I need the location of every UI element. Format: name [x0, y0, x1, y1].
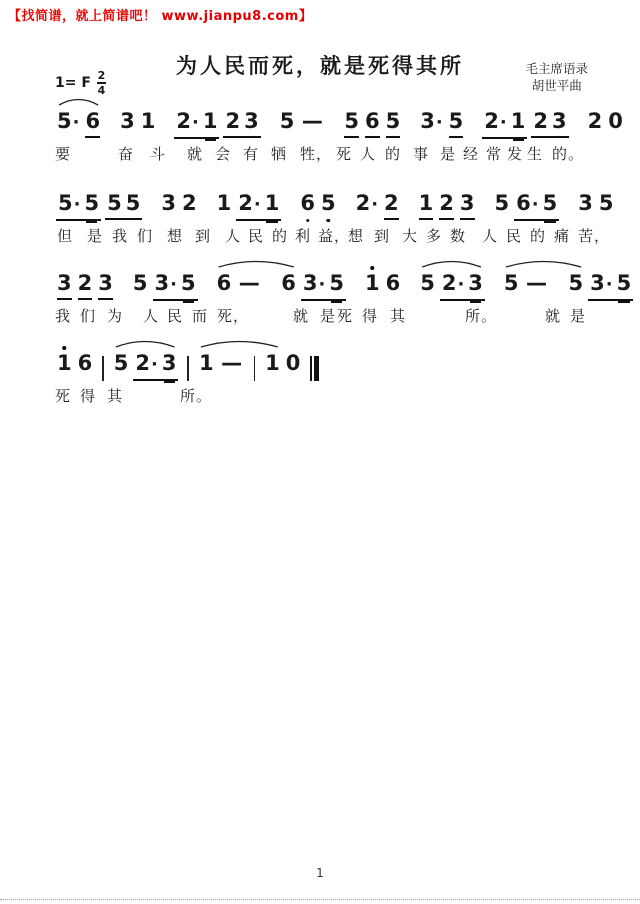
second-underline: [544, 221, 555, 223]
note: 2·: [238, 191, 261, 215]
note: 5: [344, 108, 359, 138]
measure: [562, 270, 640, 301]
page-number: 1: [316, 866, 324, 880]
augmentation-dot: ·: [170, 274, 177, 295]
note: 6: [281, 271, 296, 295]
beamed-group: [482, 108, 527, 139]
note: 2: [78, 270, 93, 300]
note: 5: [132, 271, 148, 295]
lyrics-row: [50, 385, 620, 407]
note: 6: [365, 108, 380, 138]
measure: [126, 270, 204, 301]
beamed-group: [153, 270, 198, 301]
augmentation-dot: ·: [72, 112, 80, 133]
lyric-syllable: ，: [233, 306, 249, 325]
second-underline: [331, 301, 342, 303]
dash-note: —: [301, 109, 323, 133]
octave-dot-down: [327, 219, 331, 223]
note: 6: [300, 190, 315, 216]
measure: [488, 190, 566, 221]
note: 3: [161, 191, 176, 215]
rest-note: 0: [608, 109, 623, 133]
note: 2: [533, 109, 548, 133]
lyric-syllable: 是: [570, 306, 586, 325]
note: 5: [279, 109, 295, 133]
lyric-syllable: 所: [465, 306, 481, 325]
lyric-syllable: 想: [167, 226, 183, 245]
augmentation-dot: ·: [371, 194, 379, 215]
note: 3·: [420, 109, 443, 133]
lyric-syllable: 生: [527, 144, 543, 163]
lyric-syllable: 。: [568, 144, 584, 163]
note: 2·: [135, 351, 158, 375]
note: 5: [420, 271, 435, 295]
note: 3·: [154, 271, 177, 295]
lyric-syllable: 。: [196, 386, 212, 405]
measure: [476, 108, 574, 139]
slur-arc: [59, 100, 98, 106]
lyric-syllable: 想: [348, 226, 364, 245]
lyric-syllable: 我: [55, 306, 71, 325]
lyric-syllable: 是: [440, 144, 456, 163]
measure: [274, 270, 352, 301]
second-underline: [266, 221, 277, 223]
lyric-syllable: 多: [426, 226, 442, 245]
note: 2: [384, 190, 399, 220]
octave-dot-up: [371, 266, 375, 270]
measure: [293, 190, 342, 216]
music-line: [50, 250, 632, 327]
final-barline-thick: [314, 356, 319, 381]
note: 1: [365, 270, 380, 296]
note: 3: [57, 270, 72, 300]
note: 5: [329, 270, 344, 296]
slur-arc: [201, 342, 278, 348]
dash-note: —: [238, 271, 260, 295]
lyric-syllable: 发: [507, 144, 523, 163]
barline: [254, 356, 256, 381]
lyric-syllable: 民: [506, 226, 522, 245]
augmentation-dot: ·: [253, 194, 261, 215]
lyric-syllable: 是: [320, 306, 336, 325]
note: 2·: [176, 109, 199, 133]
lyric-syllable: 死: [55, 386, 71, 405]
lyric-syllable: 人: [225, 226, 241, 245]
measure: [192, 350, 251, 376]
lyric-syllable: ，: [594, 226, 610, 245]
lyric-syllable: 利: [295, 226, 311, 245]
lyric-syllable: 的: [385, 144, 401, 163]
measure: [210, 270, 269, 296]
augmentation-dot: ·: [605, 274, 613, 295]
note: 5: [125, 191, 141, 215]
note: 3·: [302, 271, 326, 295]
beamed-group: [56, 190, 101, 221]
second-underline: [205, 139, 216, 141]
measure: [50, 190, 148, 221]
second-underline: [513, 139, 524, 141]
lyric-syllable: 就: [187, 144, 203, 163]
beamed-group: [588, 270, 633, 301]
note: 3: [468, 270, 483, 296]
lyric-syllable: 牲: [300, 144, 316, 163]
lyric-syllable: 我: [112, 226, 128, 245]
barline: [187, 356, 189, 381]
lyric-syllable: 益: [318, 226, 334, 245]
note: 3: [578, 191, 593, 215]
lyric-syllable: 其: [390, 306, 406, 325]
notation-row: [50, 270, 632, 301]
lyric-syllable: 数: [450, 226, 466, 245]
measure: [413, 270, 491, 301]
beamed-group: [133, 350, 178, 381]
note: 3: [552, 109, 567, 133]
measure: [113, 108, 162, 134]
lyric-syllable: 为: [107, 306, 123, 325]
measure: [154, 190, 203, 216]
music-line: [50, 170, 620, 247]
lyric-syllable: 死: [337, 306, 353, 325]
note: 1: [140, 109, 156, 133]
lyric-syllable: 死: [336, 144, 352, 163]
augmentation-dot: ·: [318, 274, 326, 295]
measure: [337, 108, 407, 138]
measure: [210, 190, 288, 221]
song-title: 为人民而死，就是死得其所: [176, 54, 464, 79]
note: 1: [203, 108, 218, 134]
lyric-syllable: 苦: [578, 226, 594, 245]
measure: [273, 108, 332, 134]
final-barline: [310, 356, 319, 381]
second-underline: [618, 301, 629, 303]
lyric-syllable: 要: [55, 144, 71, 163]
note: 1: [216, 191, 232, 215]
music-line: [50, 88, 623, 165]
note: 5: [543, 190, 558, 216]
bottom-dotted-rule: [0, 899, 640, 900]
lyric-syllable: 们: [80, 306, 96, 325]
slur-arc: [506, 262, 581, 268]
lyric-syllable: ，: [316, 144, 332, 163]
final-barline-thin: [310, 356, 312, 381]
lyric-syllable: 得: [80, 386, 96, 405]
music-line: [50, 330, 620, 407]
note: 1: [265, 351, 280, 375]
measure: [412, 190, 482, 220]
lyric-syllable: 是: [87, 226, 103, 245]
lyric-syllable: 人: [143, 306, 159, 325]
lyric-syllable: 们: [137, 226, 153, 245]
lyric-syllable: 奋: [118, 144, 134, 163]
lyric-syllable: 事: [413, 144, 429, 163]
note: 1: [265, 190, 280, 216]
lyric-syllable: 牺: [271, 144, 287, 163]
measure: [413, 108, 470, 138]
lyric-syllable: 到: [374, 226, 390, 245]
beamed-group: [174, 108, 219, 139]
note: 2: [439, 190, 454, 220]
note: 3: [120, 109, 135, 133]
note: 1: [511, 108, 526, 134]
measure: [107, 350, 185, 381]
lyric-syllable: 的: [272, 226, 288, 245]
lyric-syllable: 但: [57, 226, 73, 245]
site-notice-banner: 【找简谱，就上简谱吧！ www.jianpu8.com】: [8, 9, 313, 24]
lyric-syllable: 民: [167, 306, 183, 325]
lyric-syllable: 死: [217, 306, 233, 325]
lyric-syllable: 会: [215, 144, 231, 163]
augmentation-dot: ·: [73, 194, 81, 215]
measure: [168, 108, 266, 139]
octave-dot-down: [306, 219, 310, 223]
note: 2: [181, 191, 197, 215]
lyric-syllable: ，: [334, 226, 350, 245]
lyrics-row: [50, 143, 620, 165]
lyric-syllable: 其: [107, 386, 123, 405]
measure: [349, 190, 406, 220]
note: 3: [98, 270, 113, 300]
dash-note: —: [221, 351, 243, 375]
note: 6: [85, 108, 100, 138]
note: 5: [386, 108, 401, 138]
lyric-syllable: 经: [463, 144, 479, 163]
note: 5: [503, 271, 519, 295]
note: 5: [113, 351, 129, 375]
time-denominator: 4: [97, 83, 106, 97]
note: 3·: [590, 271, 613, 295]
lyric-syllable: 就: [293, 306, 309, 325]
measure: [581, 108, 630, 134]
lyric-syllable: 大: [402, 226, 418, 245]
lyric-syllable: 的: [552, 144, 568, 163]
augmentation-dot: ·: [499, 112, 507, 133]
note: 3: [244, 109, 259, 133]
augmentation-dot: ·: [191, 112, 199, 133]
note: 6: [385, 271, 401, 295]
note: 5: [617, 270, 632, 296]
slur-arc: [116, 342, 175, 348]
note: 6: [216, 271, 232, 295]
lyric-syllable: 常: [486, 144, 502, 163]
second-underline: [470, 301, 481, 303]
note: 2·: [484, 109, 507, 133]
augmentation-dot: ·: [435, 112, 443, 133]
slur-arc: [219, 262, 294, 268]
rest-note: 0: [285, 351, 301, 375]
beamed-group: [236, 190, 281, 221]
second-underline: [183, 301, 194, 303]
second-underline: [164, 381, 175, 383]
dash-note: —: [526, 271, 548, 295]
notation-row: [50, 350, 620, 381]
second-underline: [86, 221, 97, 223]
note: 5: [321, 190, 336, 216]
lyric-syllable: 痛: [554, 226, 570, 245]
measure: [497, 270, 556, 296]
composer-credit: 胡世平曲: [531, 77, 582, 93]
lyric-syllable: 到: [195, 226, 211, 245]
measure: [258, 350, 307, 376]
note: 5: [107, 191, 122, 215]
augmentation-dot: ·: [151, 354, 158, 375]
lyric-syllable: 斗: [150, 144, 166, 163]
note: 5: [598, 191, 614, 215]
time-numerator: 2: [97, 69, 106, 82]
note: 5: [181, 270, 196, 296]
note: 2: [225, 109, 241, 133]
measure: [50, 270, 120, 300]
lyrics-row: [50, 225, 620, 247]
augmentation-dot: ·: [531, 194, 539, 215]
lyric-syllable: 得: [362, 306, 378, 325]
measure: [358, 270, 407, 296]
octave-dot-up: [63, 346, 67, 350]
lyric-syllable: 而: [192, 306, 208, 325]
beamed-group: [223, 108, 260, 138]
measure: [50, 350, 99, 376]
beamed-group: [514, 190, 559, 221]
beamed-group: [440, 270, 485, 301]
note: 2·: [441, 271, 465, 295]
augmentation-dot: ·: [457, 274, 465, 295]
note: 1: [57, 350, 72, 376]
note: 5: [449, 108, 464, 138]
notation-row: [50, 190, 620, 221]
barline: [102, 356, 104, 381]
measure: [50, 108, 107, 138]
notation-row: [50, 108, 623, 139]
lyric-syllable: 。: [481, 306, 497, 325]
lyrics-row: [50, 305, 620, 327]
lyric-syllable: 人: [360, 144, 376, 163]
beamed-group: [105, 190, 142, 220]
note: 6: [77, 351, 93, 375]
lyric-syllable: 就: [545, 306, 561, 325]
note: 3: [460, 190, 475, 220]
lyric-syllable: 的: [530, 226, 546, 245]
note: 2: [587, 109, 603, 133]
measure: [571, 190, 620, 216]
lyricist-credit: 毛主席语录: [525, 61, 588, 76]
note: 3: [162, 350, 177, 376]
note: 5·: [58, 191, 81, 215]
note: 1: [198, 351, 214, 375]
beamed-group: [301, 270, 346, 301]
note: 6·: [516, 191, 539, 215]
note: 5: [84, 190, 99, 216]
lyric-syllable: 有: [243, 144, 259, 163]
note: 2·: [355, 191, 379, 215]
slur-arc: [422, 262, 481, 268]
lyric-syllable: 所: [180, 386, 196, 405]
beamed-group: [531, 108, 568, 138]
note: 5·: [57, 109, 80, 133]
note: 5: [494, 191, 510, 215]
note: 5: [568, 271, 584, 295]
key-label: 1= F: [55, 74, 91, 91]
lyric-syllable: 民: [248, 226, 264, 245]
lyric-syllable: 人: [482, 226, 498, 245]
note: 1: [419, 190, 434, 220]
